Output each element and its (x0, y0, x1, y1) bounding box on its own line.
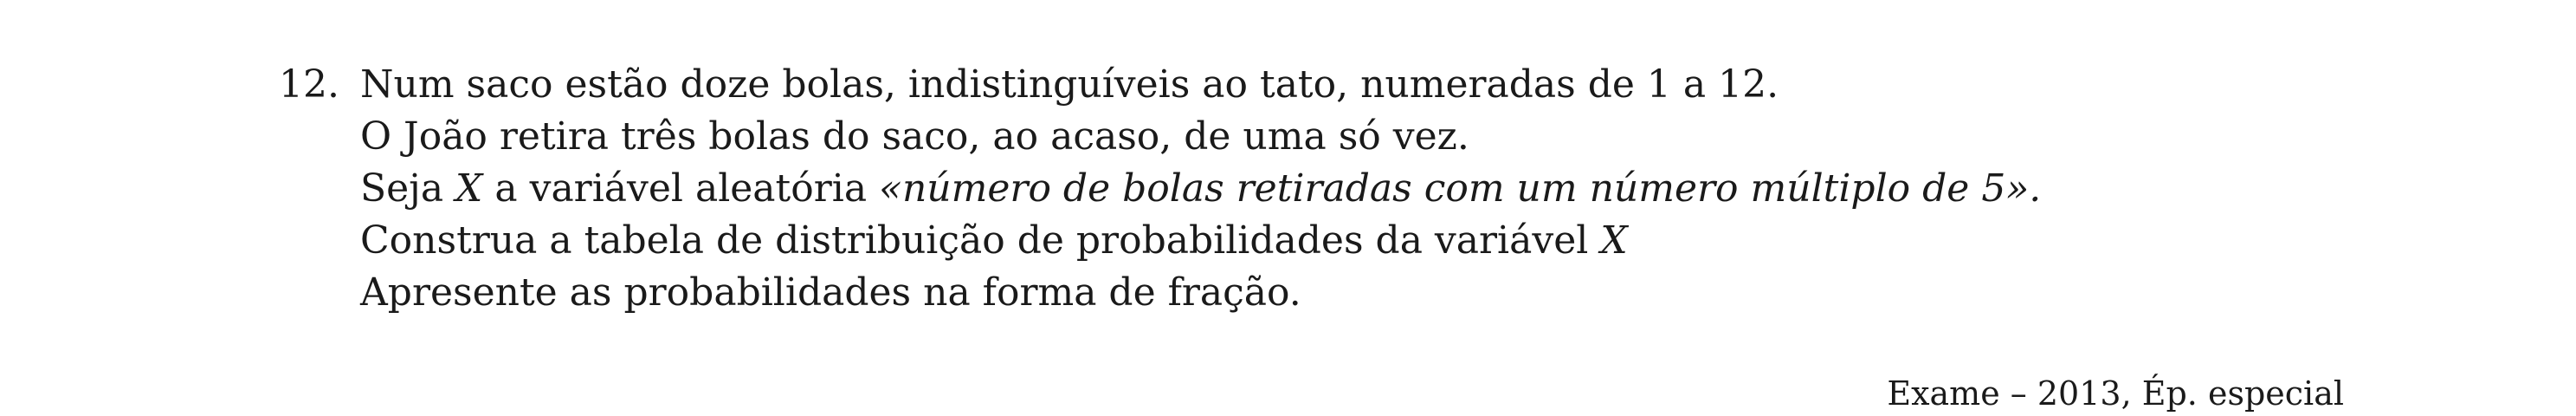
variable-x: X (455, 166, 483, 211)
exercise-number: 12. (279, 62, 339, 107)
statement-line-2: O João retira três bolas do saco, ao acaso, de uma só vez. (360, 114, 1469, 159)
variable-x-2: X (1600, 218, 1628, 263)
line3-mid: a variável aleatória (482, 166, 880, 211)
variable-definition: «número de bolas retiradas com um número múltiplo de 5». (879, 166, 2042, 211)
statement-line-4 (360, 215, 2438, 267)
line3-prefix: Seja (360, 166, 456, 211)
line4-prefix: Construa a tabela de distribuição de probabilidades da variável (360, 218, 1601, 263)
exam-source: Exame – 2013, Ép. especial (1887, 374, 2344, 413)
statement-line-1: Num saco estão doze bolas, indistinguíveis ao tato, numeradas de 1 a 12. (360, 62, 1779, 107)
statement-line-3 (360, 163, 2438, 215)
statement-line-5: Apresente as probabilidades na forma de fração. (360, 270, 1301, 315)
exercise-text (360, 59, 2438, 319)
